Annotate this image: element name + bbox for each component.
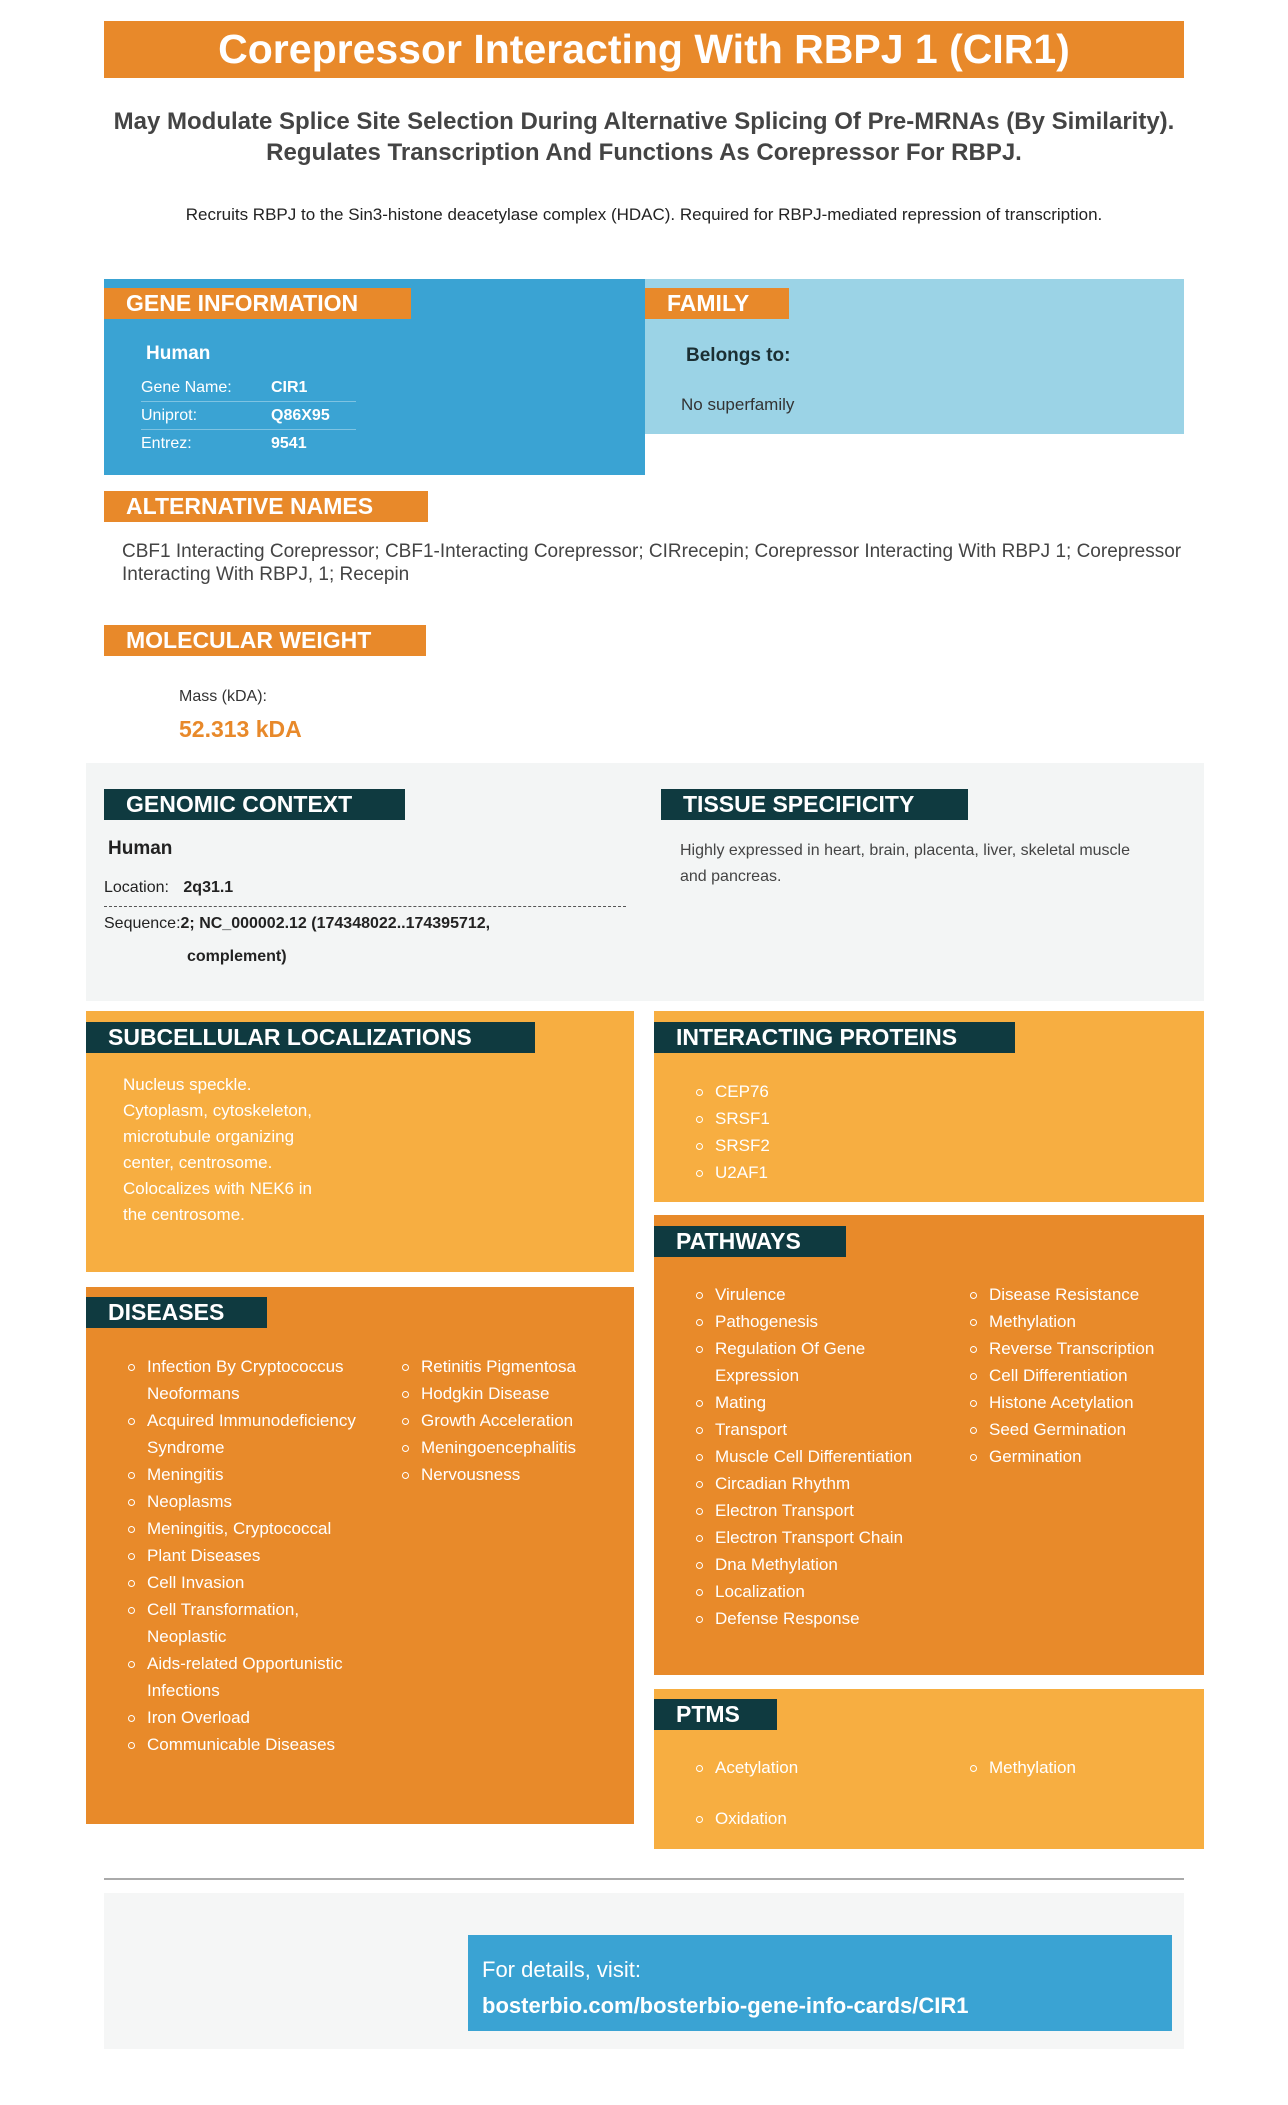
ptms-heading: PTMS <box>654 1699 777 1730</box>
list-item: Electron Transport <box>695 1497 935 1524</box>
footer-divider <box>104 1878 1184 1880</box>
list-item: Cell Differentiation <box>969 1362 1194 1389</box>
subcellular-heading: SUBCELLULAR LOCALIZATIONS <box>86 1022 535 1053</box>
list-item: Virulence <box>695 1281 935 1308</box>
tissue-specificity-text: Highly expressed in heart, brain, placenta, liver, skeletal muscle and pancreas. <box>680 842 1130 885</box>
list-item: Pathogenesis <box>695 1308 935 1335</box>
list-item: CEP76 <box>695 1078 995 1105</box>
list-item: Hodgkin Disease <box>401 1380 611 1407</box>
sequence-value: 2; NC_000002.12 (174348022..174395712, <box>180 915 491 932</box>
list-item: Iron Overload <box>127 1704 372 1731</box>
list-item: Germination <box>969 1443 1194 1470</box>
family-value: No superfamily <box>681 395 795 414</box>
list-item: Acquired Immunodeficiency Syndrome <box>127 1407 372 1461</box>
gene-info-value: Q86X95 <box>271 407 330 424</box>
details-link-box[interactable] <box>468 1935 1172 2031</box>
ptms-list-col2 <box>969 1754 1189 1781</box>
pathways-list-col1 <box>695 1281 935 1632</box>
list-item: Electron Transport Chain <box>695 1524 935 1551</box>
mass-value: 52.313 kDA <box>179 716 302 742</box>
list-item: Meningitis <box>127 1461 372 1488</box>
list-item: Methylation <box>969 1308 1194 1335</box>
mass-label: Mass (kDA): <box>179 688 267 705</box>
sequence-label: Sequence: <box>104 915 181 932</box>
list-item: Retinitis Pigmentosa <box>401 1353 611 1380</box>
gene-info-key: Entrez: <box>141 435 192 452</box>
list-item: Circadian Rhythm <box>695 1470 935 1497</box>
list-item: Disease Resistance <box>969 1281 1194 1308</box>
diseases-list-col1 <box>127 1353 372 1758</box>
list-item: Localization <box>695 1578 935 1605</box>
pathways-heading: PATHWAYS <box>654 1226 846 1257</box>
diseases-heading: DISEASES <box>86 1297 267 1328</box>
list-item: SRSF2 <box>695 1132 995 1159</box>
list-item: Cell Transformation, Neoplastic <box>127 1596 372 1650</box>
list-item: Oxidation <box>695 1805 915 1832</box>
function-description: Recruits RBPJ to the Sin3-histone deacetylase complex (HDAC). Required for RBPJ-mediated repression of transcription. <box>185 205 1103 224</box>
list-item: Seed Germination <box>969 1416 1194 1443</box>
gene-info-value: 9541 <box>271 435 307 452</box>
genomic-species: Human <box>108 838 173 859</box>
list-item: Plant Diseases <box>127 1542 372 1569</box>
sequence-row <box>104 907 626 941</box>
tissue-specificity-heading: TISSUE SPECIFICITY <box>661 789 968 820</box>
list-item: Mating <box>695 1389 935 1416</box>
gene-info-row <box>141 430 356 457</box>
list-item: Nervousness <box>401 1461 611 1488</box>
list-item: Regulation Of Gene Expression <box>695 1335 935 1389</box>
gene-info-row <box>141 402 356 430</box>
list-item: Dna Methylation <box>695 1551 935 1578</box>
list-item: Neoplasms <box>127 1488 372 1515</box>
location-row <box>104 874 626 907</box>
diseases-list-col2 <box>401 1353 611 1488</box>
genomic-context-heading: GENOMIC CONTEXT <box>104 789 405 820</box>
gene-info-key: Gene Name: <box>141 379 232 396</box>
page-title: Corepressor Interacting With RBPJ 1 (CIR1) <box>104 21 1184 78</box>
alternative-names-text: CBF1 Interacting Corepressor; CBF1-Interacting Corepressor; CIRrecepin; Corepressor Interacting With RBPJ 1; Corepressor Interacting With RBPJ, 1; Recepin <box>122 541 1182 585</box>
list-item: Methylation <box>969 1754 1189 1781</box>
location-label: Location: <box>104 879 169 896</box>
interacting-proteins-heading: INTERACTING PROTEINS <box>654 1022 1015 1053</box>
page-subtitle: May Modulate Splice Site Selection During Alternative Splicing Of Pre-MRNAs (By Similarity). Regulates Transcription And Functions As Corepressor For RBPJ. <box>113 108 1175 166</box>
ptms-list-col1 <box>695 1754 915 1832</box>
list-item: Acetylation <box>695 1754 915 1781</box>
family-heading: FAMILY <box>645 288 789 319</box>
gene-info-value: CIR1 <box>271 379 308 396</box>
pathways-list-col2 <box>969 1281 1194 1470</box>
list-item: Growth Acceleration <box>401 1407 611 1434</box>
list-item: Meningoencephalitis <box>401 1434 611 1461</box>
genomic-location-table <box>104 874 626 973</box>
list-item: Communicable Diseases <box>127 1731 372 1758</box>
list-item: SRSF1 <box>695 1105 995 1132</box>
gene-info-table <box>141 374 356 457</box>
location-value: 2q31.1 <box>183 879 234 896</box>
list-item: Cell Invasion <box>127 1569 372 1596</box>
molecular-weight-heading: MOLECULAR WEIGHT <box>104 625 426 656</box>
interacting-proteins-list <box>695 1078 995 1186</box>
list-item: Histone Acetylation <box>969 1389 1194 1416</box>
gene-info-row <box>141 374 356 402</box>
list-item: Meningitis, Cryptococcal <box>127 1515 372 1542</box>
subcellular-text: Nucleus speckle. Cytoplasm, cytoskeleton, microtubule organizing center, centrosome. Colocalizes with NEK6 in the centrosome. <box>123 1075 312 1224</box>
alternative-names-heading: ALTERNATIVE NAMES <box>104 491 428 522</box>
list-item: Infection By Cryptococcus Neoformans <box>127 1353 372 1407</box>
gene-information-heading: GENE INFORMATION <box>104 288 411 319</box>
list-item: Transport <box>695 1416 935 1443</box>
details-link[interactable]: bosterbio.com/bosterbio-gene-info-cards/CIR1 <box>482 1993 969 2018</box>
list-item: Aids-related Opportunistic Infections <box>127 1650 372 1704</box>
gene-species: Human <box>146 343 211 364</box>
gene-info-key: Uniprot: <box>141 407 198 424</box>
details-label: For details, visit: <box>482 1957 641 1982</box>
list-item: Defense Response <box>695 1605 935 1632</box>
list-item: U2AF1 <box>695 1159 995 1186</box>
sequence-value-cont: complement) <box>187 948 287 965</box>
family-belongs-label: Belongs to: <box>686 345 791 366</box>
list-item: Reverse Transcription <box>969 1335 1194 1362</box>
list-item: Muscle Cell Differentiation <box>695 1443 935 1470</box>
